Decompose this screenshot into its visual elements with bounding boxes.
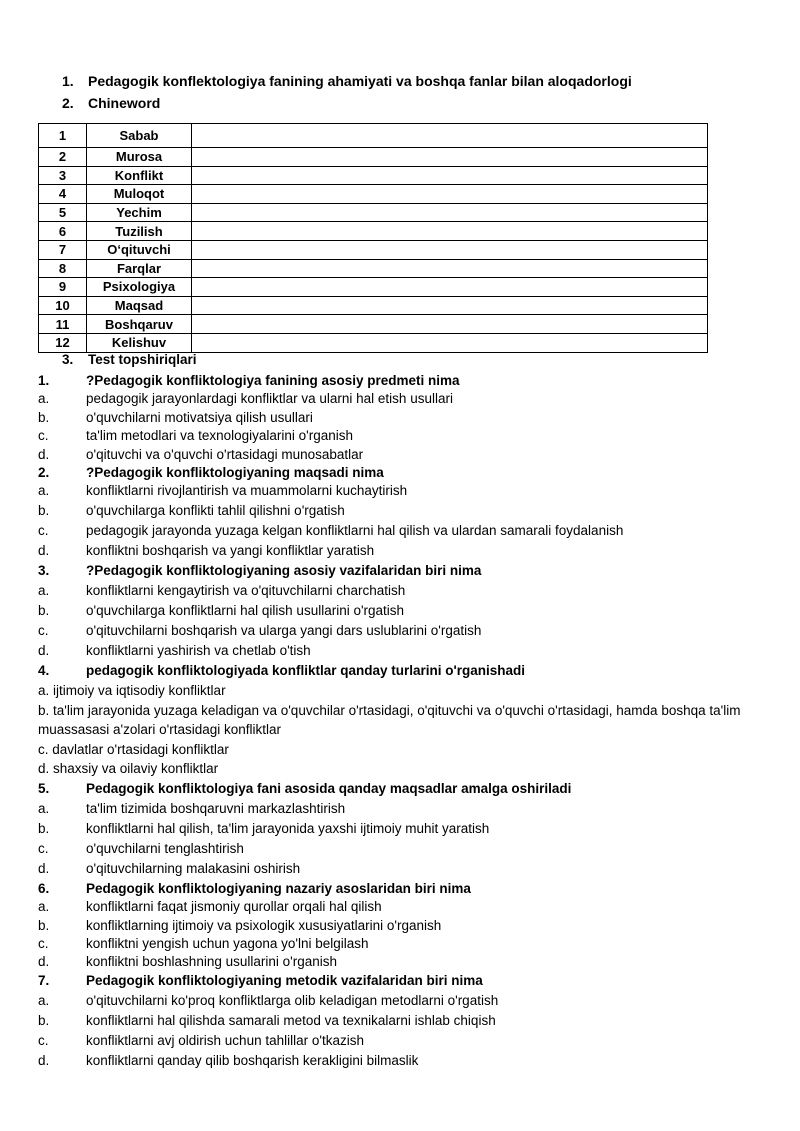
cell-blank xyxy=(192,240,708,259)
cell-number: 2 xyxy=(39,148,87,167)
option-text: o'quvchilarni tenglashtirish xyxy=(86,840,244,856)
option-text: konfliktni yengish uchun yagona yo'lni belgilash xyxy=(86,936,369,952)
option-row xyxy=(38,1012,768,1029)
question-row xyxy=(38,562,768,579)
question-row xyxy=(38,880,768,897)
heading-text: Chineword xyxy=(88,95,161,111)
cell-number: 7 xyxy=(39,240,87,259)
cell-blank xyxy=(192,333,708,352)
cell-number: 1 xyxy=(39,124,87,148)
option-label: c. xyxy=(38,936,49,952)
crossword-table xyxy=(38,123,708,353)
question-number: 4. xyxy=(38,663,50,679)
table-row xyxy=(39,166,708,185)
question-row xyxy=(38,372,768,389)
option-row xyxy=(38,502,768,519)
option-row xyxy=(38,1052,768,1069)
heading-list xyxy=(62,70,632,114)
question-number: 6. xyxy=(38,880,50,896)
question-number: 7. xyxy=(38,972,50,988)
option-row xyxy=(38,390,768,407)
option-label: b. xyxy=(38,409,50,425)
cell-word: Boshqaruv xyxy=(87,315,192,334)
option-text: o'quvchilarga konfliktlarni hal qilish usullarini o'rgatish xyxy=(86,603,405,619)
table-row xyxy=(39,240,708,259)
cell-number: 8 xyxy=(39,259,87,278)
option-row xyxy=(38,642,768,659)
option-label: c. xyxy=(38,623,49,639)
option-text: ta'lim tizimida boshqaruvni markazlashtirish xyxy=(86,800,346,816)
question-text: ?Pedagogik konfliktologiyaning maqsadi nima xyxy=(86,464,384,480)
option-text: konfliktlarni hal qilish, ta'lim jarayonida yaxshi ijtimoiy muhit yaratish xyxy=(86,820,490,836)
option-text: konfliktni boshqarish va yangi konfliktlar yaratish xyxy=(86,543,375,559)
table-row xyxy=(39,203,708,222)
option-row xyxy=(38,522,768,539)
cell-number: 12 xyxy=(39,333,87,352)
option-label: b. xyxy=(38,503,50,519)
cell-blank xyxy=(192,222,708,241)
option-label: c. xyxy=(38,840,49,856)
option-line: b. ta'lim jarayonida yuzaga keladigan va o'quvchilar o'rtasidagi, o'qituvchi va o'quvchi o'rtasidagi, hamda boshqa ta'lim xyxy=(38,702,741,718)
option-row xyxy=(38,860,768,877)
cell-word: Maqsad xyxy=(87,296,192,315)
option-label: c. xyxy=(38,428,49,444)
option-text: konfliktlarni rivojlantirish va muammolarni kuchaytirish xyxy=(86,483,408,499)
option-text: o'quvchilarga konflikti tahlil qilishni o'rgatish xyxy=(86,503,345,519)
option-row xyxy=(38,409,768,426)
option-line: muassasasi a'zolari o'rtasidagi konfliktlar xyxy=(38,722,282,738)
option-text: konfliktlarni yashirish va chetlab o'tish xyxy=(86,643,311,659)
option-text: o'qituvchi va o'quvchi o'rtasidagi munosabatlar xyxy=(86,446,364,462)
option-row xyxy=(38,582,768,599)
option-text: ta'lim metodlari va texnologiyalarini o'rganish xyxy=(86,428,354,444)
option-label: d. xyxy=(38,860,50,876)
table-row xyxy=(39,259,708,278)
cell-blank xyxy=(192,203,708,222)
question-row xyxy=(38,464,768,481)
table-row xyxy=(39,148,708,167)
question-number: 5. xyxy=(38,780,50,796)
table-row xyxy=(39,278,708,297)
question-list xyxy=(38,372,768,1072)
option-row xyxy=(38,898,768,915)
cell-blank xyxy=(192,148,708,167)
cell-number: 3 xyxy=(39,166,87,185)
cell-number: 9 xyxy=(39,278,87,297)
cell-blank xyxy=(192,185,708,204)
question-text: Pedagogik konfliktologiya fani asosida qanday maqsadlar amalga oshiriladi xyxy=(86,780,572,796)
question-text: Pedagogik konfliktologiyaning metodik vazifalaridan biri nima xyxy=(86,972,483,988)
option-label: a. xyxy=(38,992,50,1008)
table-row xyxy=(39,124,708,148)
option-label: d. xyxy=(38,643,50,659)
option-label: b. xyxy=(38,603,50,619)
option-label: c. xyxy=(38,523,49,539)
question-row xyxy=(38,662,768,679)
option-row xyxy=(38,992,768,1009)
option-row xyxy=(38,542,768,559)
option-text: konfliktlarni kengaytirish va o'qituvchilarni charchatish xyxy=(86,583,406,599)
cell-word: Kelishuv xyxy=(87,333,192,352)
option-label: c. xyxy=(38,1032,49,1048)
option-row xyxy=(38,917,768,934)
option-label: b. xyxy=(38,1012,50,1028)
heading-item xyxy=(62,92,632,114)
option-label: d. xyxy=(38,1052,50,1068)
question-text: ?Pedagogik konfliktologiya fanining asosiy predmeti nima xyxy=(86,373,460,388)
option-text: o'quvchilarni motivatsiya qilish usullari xyxy=(86,409,313,425)
question-text: Pedagogik konfliktologiyaning nazariy asoslaridan biri nima xyxy=(86,880,471,896)
option-line: c. davlatlar o'rtasidagi konfliktlar xyxy=(38,741,229,757)
option-label: d. xyxy=(38,446,50,462)
option-text: konfliktlarni avj oldirish uchun tahlillar o'tkazish xyxy=(86,1032,364,1048)
option-row xyxy=(38,482,768,499)
table-row xyxy=(39,333,708,352)
heading-number: 1. xyxy=(62,73,74,89)
cell-word: Tuzilish xyxy=(87,222,192,241)
option-label: a. xyxy=(38,800,50,816)
cell-blank xyxy=(192,296,708,315)
question-number: 3. xyxy=(38,563,50,579)
heading-number: 3. xyxy=(62,352,74,367)
table-row xyxy=(39,185,708,204)
cell-word: Yechim xyxy=(87,203,192,222)
option-text: o'qituvchilarning malakasini oshirish xyxy=(86,860,301,876)
option-row xyxy=(38,820,768,837)
option-label: b. xyxy=(38,820,50,836)
option-text: o'qituvchilarni ko'proq konfliktlarga olib keladigan metodlarni o'rgatish xyxy=(86,992,499,1008)
cell-number: 4 xyxy=(39,185,87,204)
option-line: a. ijtimoiy va iqtisodiy konfliktlar xyxy=(38,683,226,699)
cell-word: Murosa xyxy=(87,148,192,167)
option-text: o'qituvchilarni boshqarish va ularga yangi dars uslublarini o'rgatish xyxy=(86,623,482,639)
option-row xyxy=(38,800,768,817)
cell-number: 10 xyxy=(39,296,87,315)
option-row xyxy=(38,427,768,444)
cell-number: 11 xyxy=(39,315,87,334)
option-label: a. xyxy=(38,483,50,499)
heading-text: Test topshiriqlari xyxy=(88,352,197,367)
option-label: a. xyxy=(38,391,50,407)
option-text: konfliktlarning ijtimoiy va psixologik xususiyatlarini o'rganish xyxy=(86,917,442,933)
cell-blank xyxy=(192,315,708,334)
cell-word: Sabab xyxy=(87,124,192,148)
option-label: a. xyxy=(38,583,50,599)
question-text: pedagogik konfliktologiyada konfliktlar qanday turlarini o'rganishadi xyxy=(86,663,526,679)
option-text: konfliktlarni hal qilishda samarali metod va texnikalarni ishlab chiqish xyxy=(86,1012,496,1028)
cell-blank xyxy=(192,166,708,185)
question-row xyxy=(38,780,768,797)
table-row xyxy=(39,222,708,241)
cell-blank xyxy=(192,259,708,278)
cell-word: Konflikt xyxy=(87,166,192,185)
question-row xyxy=(38,972,768,989)
option-row xyxy=(38,1032,768,1049)
option-row xyxy=(38,622,768,639)
table-row xyxy=(39,296,708,315)
option-label: d. xyxy=(38,954,50,970)
cell-word: Psixologiya xyxy=(87,278,192,297)
option-row xyxy=(38,602,768,619)
cell-blank xyxy=(192,124,708,148)
cell-blank xyxy=(192,278,708,297)
heading-number: 2. xyxy=(62,95,74,111)
heading-item xyxy=(62,70,632,92)
option-row xyxy=(38,840,768,857)
option-row xyxy=(38,935,768,952)
option-text: pedagogik jarayonlardagi konfliktlar va ularni hal etish usullari xyxy=(86,391,453,407)
option-line: d. shaxsiy va oilaviy konfliktlar xyxy=(38,761,219,777)
option-text: konfliktni boshlashning usullarini o'rganish xyxy=(86,954,337,970)
test-heading xyxy=(62,352,197,367)
cell-number: 5 xyxy=(39,203,87,222)
question-number: 1. xyxy=(38,373,50,388)
option-text: pedagogik jarayonda yuzaga kelgan konfliktlarni hal qilish va ulardan samarali foydalanish xyxy=(86,523,624,539)
cell-word: Farqlar xyxy=(87,259,192,278)
option-text: konfliktlarni qanday qilib boshqarish kerakligini bilmaslik xyxy=(86,1052,419,1068)
option-row xyxy=(38,446,768,463)
cell-word: O‘qituvchi xyxy=(87,240,192,259)
question-text: ?Pedagogik konfliktologiyaning asosiy vazifalaridan biri nima xyxy=(86,563,482,579)
option-label: a. xyxy=(38,899,50,915)
option-text: konfliktlarni faqat jismoniy qurollar orqali hal qilish xyxy=(86,899,382,915)
heading-text: Pedagogik konflektologiya fanining ahamiyati va boshqa fanlar bilan aloqadorlogi xyxy=(88,73,632,89)
option-label: b. xyxy=(38,917,50,933)
option-label: d. xyxy=(38,543,50,559)
table-row xyxy=(39,315,708,334)
cell-number: 6 xyxy=(39,222,87,241)
option-row xyxy=(38,953,768,970)
cell-word: Muloqot xyxy=(87,185,192,204)
question-number: 2. xyxy=(38,464,50,480)
